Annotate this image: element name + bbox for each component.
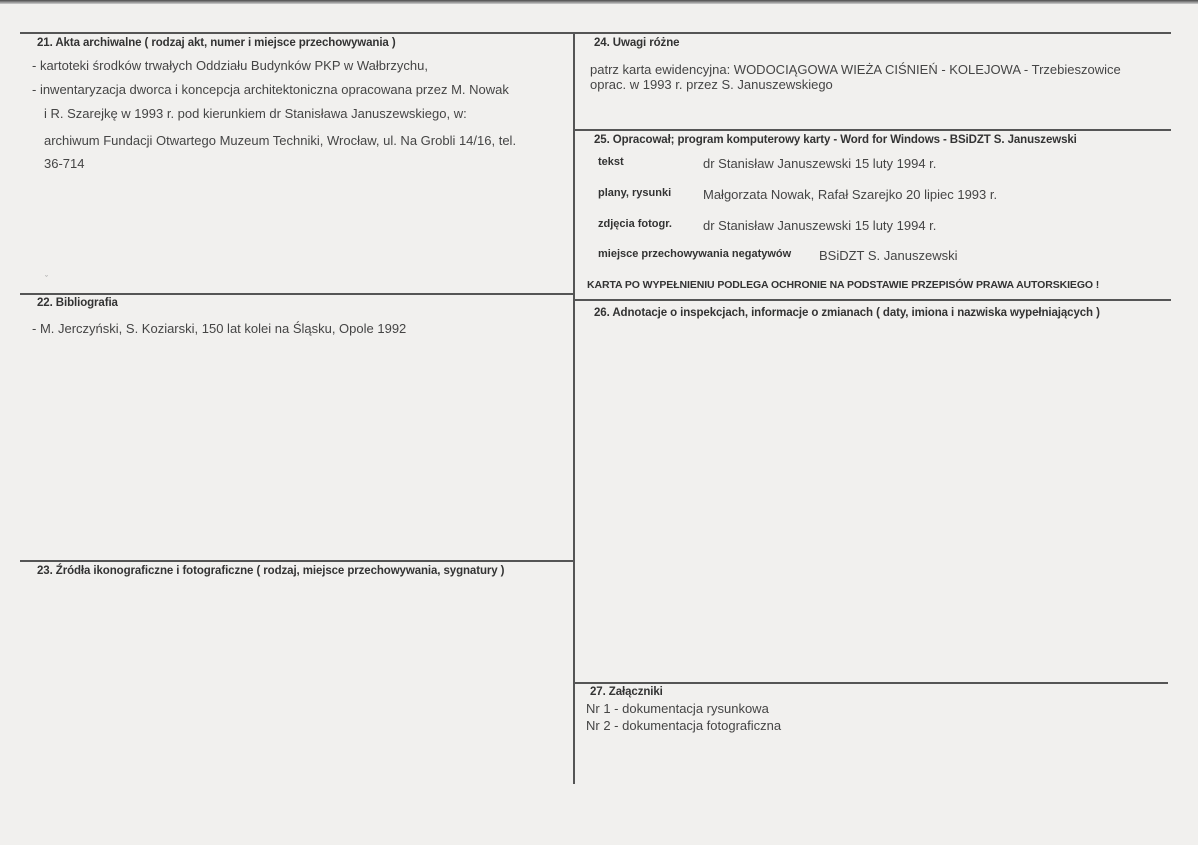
section21-line-4: archiwum Fundacji Otwartego Muzeum Techniki, Wrocław, ul. Na Grobli 14/16, tel.	[44, 133, 517, 148]
section25-value-tekst: dr Stanisław Januszewski 15 luty 1994 r.	[703, 156, 937, 171]
rule-right-26	[575, 299, 1171, 301]
section25-label-plany: plany, rysunki	[598, 187, 672, 199]
section25-label-zdjecia: zdjęcia fotogr.	[598, 218, 672, 230]
rule-left-22	[20, 293, 575, 295]
rule-center-vertical	[573, 32, 575, 784]
section23-header: 23. Źródła ikonograficzne i fotograficzne ( rodzaj, miejsce przechowywania, sygnatury )	[37, 565, 505, 577]
rule-right-25	[575, 129, 1171, 131]
scan-speck: ˇ	[45, 274, 48, 284]
copyright-notice: KARTA PO WYPEŁNIENIU PODLEGA OCHRONIE NA PODSTAWIE PRZEPISÓW PRAWA AUTORSKIEGO !	[587, 279, 1100, 291]
rule-top-left	[20, 32, 575, 34]
section21-header: 21. Akta archiwalne ( rodzaj akt, numer i miejsce przechowywania )	[37, 37, 396, 49]
section25-header: 25. Opracował; program komputerowy karty - Word for Windows - BSiDZT S. Januszewski	[594, 134, 1077, 146]
section27-line-2: Nr 2 - dokumentacja fotograficzna	[586, 718, 782, 733]
section22-header: 22. Bibliografia	[37, 297, 118, 309]
section25-value-zdjecia: dr Stanisław Januszewski 15 luty 1994 r.	[703, 218, 937, 233]
section27-line-1: Nr 1 - dokumentacja rysunkowa	[586, 701, 769, 716]
section25-value-plany: Małgorzata Nowak, Rafał Szarejko 20 lipiec 1993 r.	[703, 187, 998, 202]
section27-header: 27. Załączniki	[590, 686, 663, 698]
section25-label-tekst: tekst	[598, 156, 624, 168]
rule-top-right	[575, 32, 1171, 34]
section24-header: 24. Uwagi różne	[594, 37, 680, 49]
section26-header: 26. Adnotacje o inspekcjach, informacje o zmianach ( daty, imiona i nazwiska wypełniających )	[594, 307, 1100, 319]
section25-value-negatywy: BSiDZT S. Januszewski	[819, 248, 958, 263]
rule-right-27	[575, 682, 1168, 684]
section22-line-1: - M. Jerczyński, S. Koziarski, 150 lat kolei na Śląsku, Opole 1992	[32, 321, 407, 336]
section21-line-5: 36-714	[44, 156, 85, 171]
section24-line-1: patrz karta ewidencyjna: WODOCIĄGOWA WIEŻA CIŚNIEŃ - KOLEJOWA - Trzebieszowice	[590, 62, 1121, 77]
section21-line-1: - kartoteki środków trwałych Oddziału Budynków PKP w Wałbrzychu,	[32, 58, 428, 73]
rule-left-23	[20, 560, 575, 562]
section21-line-2: - inwentaryzacja dworca i koncepcja architektoniczna opracowana przez M. Nowak	[32, 82, 509, 97]
section21-line-3: i R. Szarejkę w 1993 r. pod kierunkiem dr Stanisława Januszewskiego, w:	[44, 106, 467, 121]
scan-top-edge	[0, 0, 1198, 4]
section24-line-2: oprac. w 1993 r. przez S. Januszewskiego	[590, 77, 833, 92]
section25-label-negatywy: miejsce przechowywania negatywów	[598, 248, 792, 260]
